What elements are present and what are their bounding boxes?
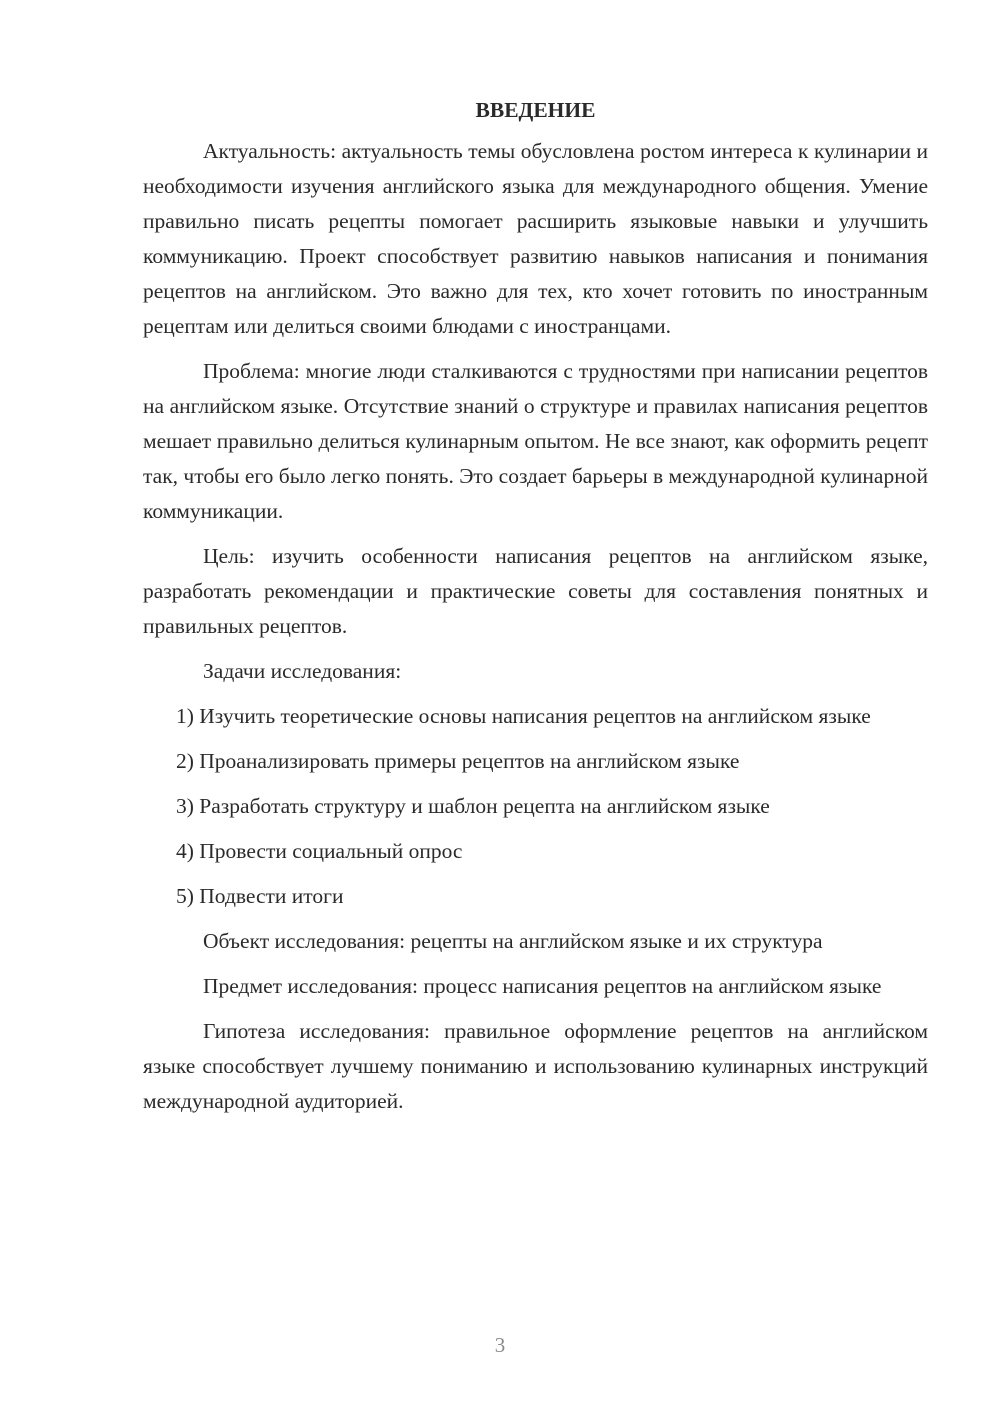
subject-text: процесс написания рецептов на английском языке (423, 974, 882, 998)
object-text: рецепты на английском языке и их структура (410, 929, 823, 953)
page-number: 3 (494, 1333, 506, 1357)
object-paragraph (143, 924, 928, 959)
tasks-heading: Задачи исследования: (203, 659, 402, 683)
relevance-text: актуальность темы обусловлена ростом интереса к кулинарии и необходимости изучения английского языка для международного общения. Умение правильно писать рецепты помогает расширить языковые навыки и улучшить коммуникацию. Проект способствует развитию навыков написания и понимания рецептов на английском. Это важно для тех, кто хочет готовить по иностранным рецептам или делиться своими блюдами с иностранцами. (143, 139, 928, 338)
goal-text: изучить особенности написания рецептов на английском языке, разработать рекомендации и практические советы для составления понятных и правильных рецептов. (143, 544, 928, 638)
goal-paragraph (143, 539, 928, 644)
problem-label: Проблема: (203, 359, 300, 383)
problem-text: многие люди сталкиваются с трудностями при написании рецептов на английском языке. Отсутствие знаний о структуре и правилах написания рецептов мешает правильно делиться кулинарным опытом. Не все знают, как оформить рецепт так, чтобы его было легко понять. Это создает барьеры в международной кулинарной коммуникации. (143, 359, 929, 523)
hypothesis-label: Гипотеза исследования: (203, 1019, 430, 1043)
object-label: Объект исследования: (203, 929, 406, 953)
subject-label: Предмет исследования: (203, 974, 418, 998)
document-heading: ВВЕДЕНИЕ (475, 98, 596, 122)
problem-paragraph (143, 354, 928, 529)
relevance-paragraph (143, 134, 928, 344)
task-item-5: 5) Подвести итоги (176, 884, 344, 908)
task-item-2: 2) Проанализировать примеры рецептов на английском языке (176, 749, 740, 773)
document-page (143, 93, 928, 1129)
subject-paragraph (143, 969, 928, 1004)
hypothesis-paragraph (143, 1014, 928, 1119)
hypothesis-text: правильное оформление рецептов на английском языке способствует лучшему пониманию и использованию кулинарных инструкций международной аудиторией. (143, 1019, 929, 1113)
relevance-label: Актуальность: (203, 139, 337, 163)
task-item-3: 3) Разработать структуру и шаблон рецепта на английском языке (176, 794, 770, 818)
goal-label: Цель: (203, 544, 255, 568)
task-item-1: 1) Изучить теоретические основы написания рецептов на английском языке (176, 704, 871, 728)
task-item-4: 4) Провести социальный опрос (176, 839, 463, 863)
